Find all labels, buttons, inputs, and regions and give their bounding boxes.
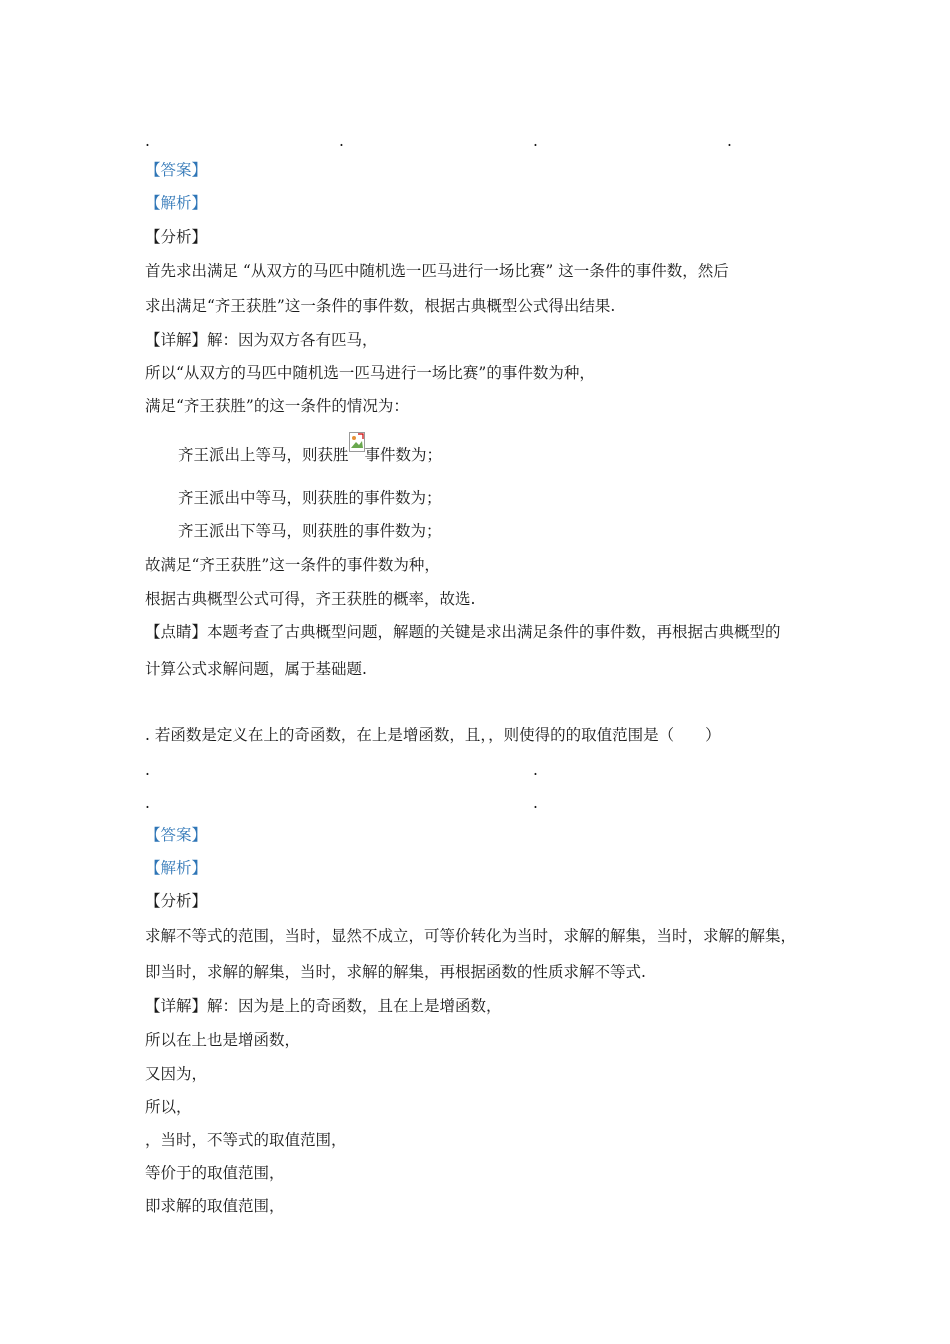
detail-line-1 (145, 330, 378, 350)
detail-line-4: 故满足“齐王获胜”这一条件的事件数为种， (145, 556, 440, 574)
q2-detail-line-6: 等价于的取值范围， (145, 1164, 285, 1182)
broken-image-icon (349, 432, 365, 452)
q2-detail-line-3: 又因为， (145, 1065, 208, 1083)
option-d-marker: . (727, 132, 732, 150)
q2-detail-line-4: 所以， (145, 1098, 192, 1116)
dianjing-line-2: 计算公式求解问题，属于基础题. (145, 660, 367, 678)
q2-option-c-marker: . (145, 794, 150, 812)
option-c-marker: . (533, 132, 538, 150)
q2-option-b-marker: . (533, 761, 538, 779)
q2-detail-heading: 【详解】 (145, 997, 208, 1015)
detail-text: 解：因为双方各有匹马， (207, 331, 378, 349)
detail-line-5: 根据古典概型公式可得，齐王获胜的概率，故选. (145, 590, 476, 608)
case-2: 齐王派出中等马，则获胜的事件数为； (178, 489, 442, 507)
q2-detail-line-2: 所以在上也是增函数， (145, 1031, 301, 1049)
option-a-marker: . (145, 132, 150, 150)
case-3: 齐王派出下等马，则获胜的事件数为； (178, 522, 442, 540)
option-b-marker: . (339, 132, 344, 150)
fenxi-heading: 【分析】 (145, 228, 208, 246)
case-1-text-a: 齐王派出上等马，则获胜 (178, 446, 349, 464)
answer-heading: 【答案】 (145, 161, 208, 179)
dianjing-line-1 (145, 622, 781, 642)
detail-heading: 【详解】 (145, 331, 208, 349)
q2-fenxi-text-line-2: 即当时，求解的解集，当时，求解的解集，再根据函数的性质求解不等式. (145, 963, 646, 981)
case-1 (178, 442, 442, 465)
q2-fenxi-text-line-1: 求解不等式的范围，当时，显然不成立，可等价转化为当时，求解的解集，当时，求解的解集， (145, 927, 797, 945)
q2-analysis-heading: 【解析】 (145, 859, 208, 877)
dianjing-text: 本题考查了古典概型问题，解题的关键是求出满足条件的事件数，再根据古典概型的 (207, 623, 781, 641)
detail-line-3: 满足“齐王获胜”的这一条件的情况为： (145, 397, 409, 415)
q2-fenxi-heading: 【分析】 (145, 892, 208, 910)
case-1-text-b: 事件数为； (364, 446, 443, 464)
fenxi-text-line-2: 求出满足“齐王获胜”这一条件的事件数，根据古典概型公式得出结果. (145, 297, 616, 315)
dianjing-heading: 【点睛】 (145, 623, 208, 641)
fenxi-text-line-1: 首先求出满足 “从双方的马匹中随机选一匹马进行一场比赛” 这一条件的事件数，然后 (145, 262, 729, 280)
question-2-stem: . 若函数是定义在上的奇函数，在上是增函数，且，，则使得的的取值范围是（ ） (145, 726, 721, 744)
q2-answer-heading: 【答案】 (145, 826, 208, 844)
q2-detail-line-1 (145, 996, 502, 1016)
q2-option-a-marker: . (145, 761, 150, 779)
q2-option-d-marker: . (533, 794, 538, 812)
q2-detail-line-7: 即求解的取值范围， (145, 1197, 285, 1215)
analysis-heading: 【解析】 (145, 194, 208, 212)
q2-detail-line-5: ，当时，不等式的取值范围， (145, 1131, 347, 1149)
q2-detail-text: 解：因为是上的奇函数，且在上是增函数， (207, 997, 502, 1015)
detail-line-2: 所以“从双方的马匹中随机选一匹马进行一场比赛”的事件数为种， (145, 364, 595, 382)
